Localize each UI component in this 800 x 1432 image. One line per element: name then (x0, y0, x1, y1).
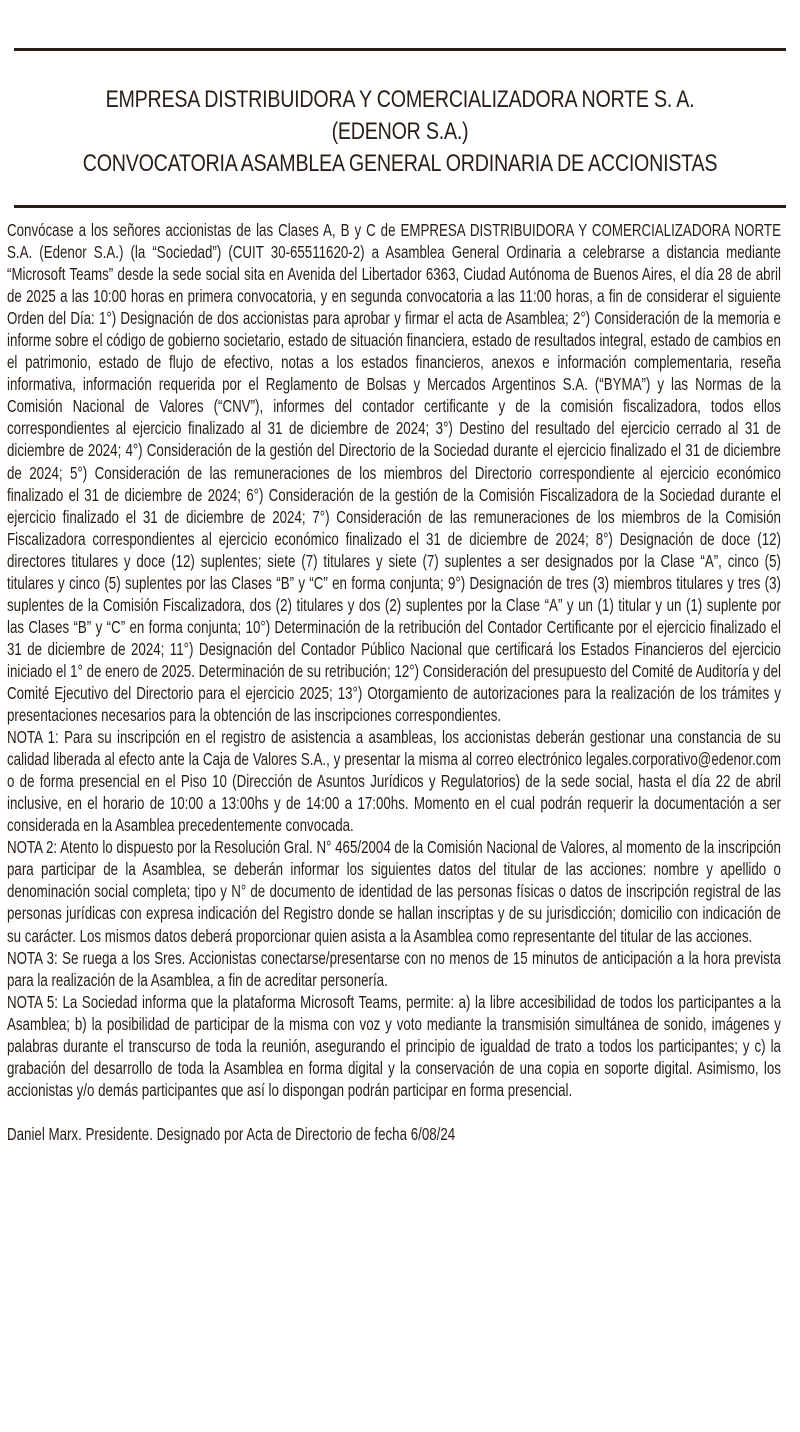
notice-header (72, 84, 728, 180)
signature-line: Daniel Marx. Presidente. Designado por Acta de Directorio de fecha 6/08/24 (7, 1123, 456, 1144)
notice-body (7, 219, 781, 1145)
company-name: EMPRESA DISTRIBUIDORA Y COMERCIALIZADORA NORTE S. A. (105, 86, 695, 113)
header-divider (14, 205, 786, 208)
top-divider (14, 48, 786, 51)
notice-title: CONVOCATORIA ASAMBLEA GENERAL ORDINARIA DE ACCIONISTAS (82, 150, 718, 177)
company-short-name: (EDENOR S.A.) (331, 118, 469, 145)
nota-5-paragraph: NOTA 5: La Sociedad informa que la plataforma Microsoft Teams, permite: a) la libre accesibilidad de todos los participantes a la Asamblea; b) la posibilidad de participar de la misma con voz y voto mediante la transmisión simultánea de sonido, imágenes y palabras durante el transcurso de toda la reunión, asegurando el principio de igualdad de trato a todos los participantes; y c) la grabación del desarrollo de toda la Asamblea en forma digital y la conservación de una copia en soporte digital. Asimismo, los accionistas y/o demás participantes que así lo dispongan podrán participar en forma presencial. (7, 991, 781, 1100)
nota-1-paragraph: NOTA 1: Para su inscripción en el registro de asistencia a asambleas, los accionistas deberán gestionar una constancia de su calidad liberada al efecto ante la Caja de Valores S.A., y presentar la misma al correo electrónico legales.corporativo@edenor.com o de forma presencial en el Piso 10 (Dirección de Asuntos Jurídicos y Regulatorios) de la sede social, hasta el día 22 de abril inclusive, en el horario de 10:00 a 13:00hs y de 14:00 a 17:00hs. Momento en el cual podrán requerir la documentación a ser considerada en la Asamblea precedentemente convocada. (7, 727, 781, 836)
convocation-paragraph: Convócase a los señores accionistas de las Clases A, B y C de EMPRESA DISTRIBUIDORA Y COMERCIALIZADORA NORTE S.A. (Edenor S.A.) (la “Sociedad”) (CUIT 30-65511620-2) a Asamblea General Ordinaria a celebrarse a distancia mediante “Microsoft Teams” desde la sede social sita en Avenida del Libertador 6363, Ciudad Autónoma de Buenos Aires, el día 28 de abril de 2025 a las 10:00 horas en primera convocatoria, y en segunda convocatoria a las 11:00 horas, a fin de considerar el siguiente Orden del Día: 1°) Designación de dos accionistas para aprobar y firmar el acta de Asamblea; 2°) Consideración de la memoria e informe sobre el código de gobierno societario, estado de situación financiera, estado de resultados integral, estado de cambios en el patrimonio, estado de flujo de efectivo, notas a los estados financieros, anexos e información complementaria, reseña informativa, información requerida por el Reglamento de Bolsas y Mercados Argentinos S.A. (“BYMA”) y las Normas de la Comisión Nacional de Valores (“CNV”), informes del contador certificante y de la comisión fiscalizadora, todos ellos correspondientes al ejercicio finalizado al 31 de diciembre de 2024; 3°) Destino del resultado del ejercicio cerrado al 31 de diciembre de 2024; 4°) Consideración de la gestión del Directorio de la Sociedad durante el ejercicio finalizado el 31 de diciembre de 2024; 5°) Consideración de las remuneraciones de los miembros del Directorio correspondiente al ejercicio económico finalizado el 31 de diciembre de 2024; 6°) Consideración de la gestión de la Comisión Fiscalizadora de la Sociedad durante el ejercicio finalizado el 31 de diciembre de 2024; 7°) Consideración de las remuneraciones de los miembros de la Comisión Fiscalizadora correspondientes al ejercicio económico finalizado el 31 de diciembre de 2024; 8°) Designación de doce (12) directores titulares y doce (12) suplentes; siete (7) titulares y siete (7) suplentes a ser designados por la Clase “A”, cinco (5) titulares y cinco (5) suplentes por las Clases “B” y “C” en forma conjunta; 9°) Designación de tres (3) miembros titulares y tres (3) suplentes de la Comisión Fiscalizadora, dos (2) titulares y dos (2) suplentes por la Clase “A” y un (1) titular y un (1) suplente por las Clases “B” y “C” en forma conjunta; 10°) Determinación de la retribución del Contador Certificante por el ejercicio finalizado el 31 de diciembre de 2024; 11°) Designación del Contador Público Nacional que certificará los Estados Financieros del ejercicio iniciado el 1° de enero de 2025. Determinación de su retribución; 12°) Consideración del presupuesto del Comité de Auditoría y del Comité Ejecutivo del Directorio para el ejercicio 2025; 13°) Otorgamiento de autorizaciones para la realización de los trámites y presentaciones necesarios para la obtención de las inscripciones correspondientes. (7, 220, 781, 726)
nota-2-paragraph: NOTA 2: Atento lo dispuesto por la Resolución Gral. N° 465/2004 de la Comisión Nacional de Valores, al momento de la inscripción para participar de la Asamblea, se deberán informar los siguientes datos del titular de las acciones: nombre y apellido o denominación social completa; tipo y N° de documento de identidad de las personas físicas o datos de inscripción registral de las personas jurídicas con expresa indicación del Registro donde se hallan inscriptas y de su jurisdicción; domicilio con indicación de su carácter. Los mismos datos deberá proporcionar quien asista a la Asamblea como representante del titular de las acciones. (7, 837, 781, 946)
nota-3-paragraph: NOTA 3: Se ruega a los Sres. Accionistas conectarse/presentarse con no menos de 15 minutos de anticipación a la hora prevista para la realización de la Asamblea, a fin de acreditar personería. (7, 947, 781, 990)
